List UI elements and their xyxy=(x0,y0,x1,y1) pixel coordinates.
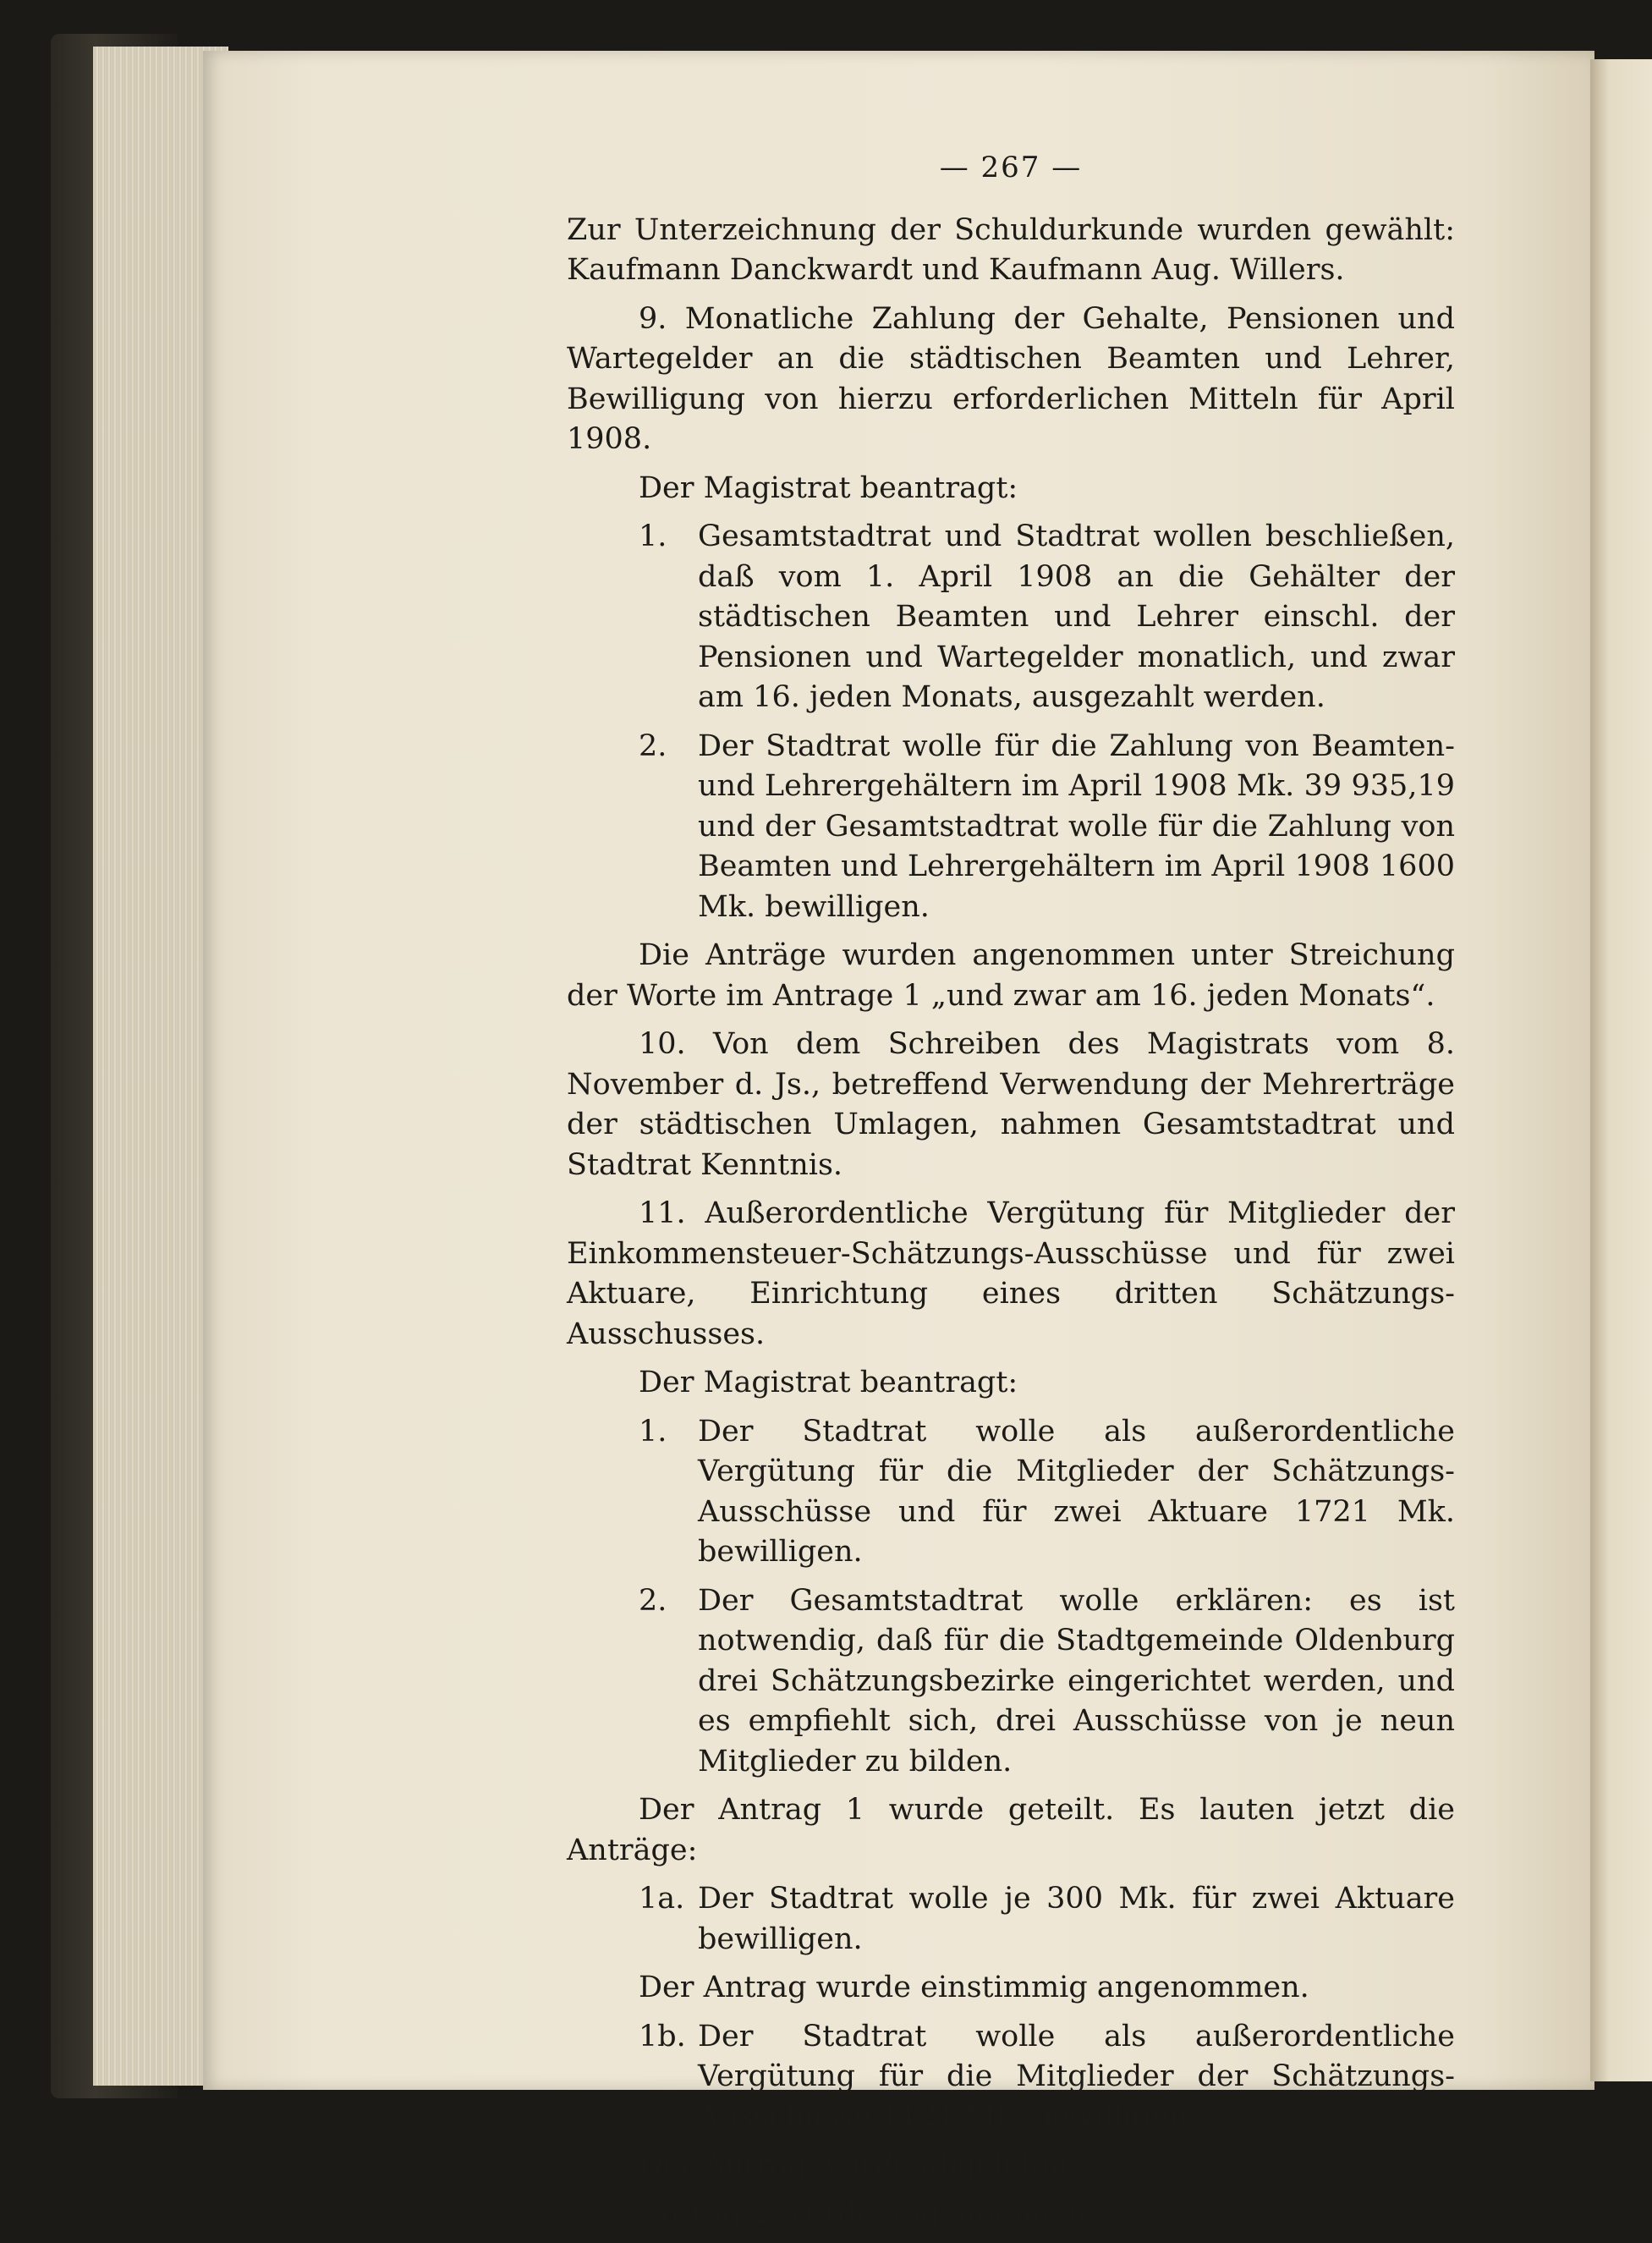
list-item xyxy=(567,517,1455,718)
list-item-number: 1a. xyxy=(639,1882,685,1916)
list-item-text: Der Stadtrat wolle für die Zahlung von Beamten- und Lehrergehältern im April 1908 Mk. 39 935,19 und der Gesamtstadtrat wolle für die Zahlung von Beamten und Lehrergehältern im April 1908 1600 Mk. bewilligen. xyxy=(698,728,1455,924)
paragraph: Der Antrag 1 wurde geteilt. Es lauten jetzt die Anträge: xyxy=(567,1793,1455,1867)
paragraph: Zur Unterzeichnung der Schuldurkunde wurden gewählt: Kaufmann Danckwardt und Kaufmann Aug. Willers. xyxy=(567,212,1455,287)
list-item xyxy=(567,1879,1455,1960)
list-item-text: Gesamtstadtrat und Stadtrat wollen beschließen, daß vom 1. April 1908 an die Gehälter der städtischen Beamten und Lehrer einschl. der Pensionen und Wartegelder monatlich, und zwar am 16. jeden Monats, ausgezahlt werden. xyxy=(698,520,1455,714)
paragraph: Antrag 2 wurde angenommen. xyxy=(639,2196,1096,2231)
paragraph: Die Anträge wurden angenommen unter Streichung der Worte im Antrage 1 „und zwar am 16. jeden Monats“. xyxy=(567,938,1455,1013)
list-item-text: Der Gesamtstadtrat wolle erklären: es ist notwendig, daß für die Stadtgemeinde Oldenburg drei Schätzungsbezirke eingerichtet werden, und es empfiehlt sich, drei Ausschüsse von je neun Mitglieder zu bilden. xyxy=(698,1583,1455,1778)
list-item-number: 1b. xyxy=(639,2019,686,2053)
list-item xyxy=(567,1412,1455,1573)
page-number: — 267 — xyxy=(939,151,1083,184)
list-item-number: 1. xyxy=(639,1414,667,1449)
next-page-edge xyxy=(1590,59,1652,2081)
list-item xyxy=(567,2017,1455,2138)
list-item-text: Der Stadtrat wolle je 300 Mk. für zwei Aktuare bewilligen. xyxy=(698,1882,1455,1956)
list-item-number: 1. xyxy=(639,520,667,553)
paragraph: 10. Von dem Schreiben des Magistrats vom 8. November d. Js., betreffend Verwendung der Mehrerträge der städtischen Umlagen, nahmen Gesamtstadtrat und Stadtrat Kenntnis. xyxy=(567,1027,1455,1182)
list-item-number: 2. xyxy=(639,1583,667,1618)
page-text xyxy=(567,148,1455,2243)
list-item-text: Der Stadtrat wolle als außerordentliche Vergütung für die Mitglieder der Schätzungs-Ausschüsse und für zwei Aktuare 1721 Mk. bewilligen. xyxy=(698,1414,1455,1569)
paragraph: Der Magistrat beantragt: xyxy=(639,470,1018,505)
list-item-text: Der Stadtrat wolle als außerordentliche Vergütung für die Mitglieder der Schätzungs-Ausschüsse 1121 Mk. bewilligen. xyxy=(698,2019,1455,2134)
paragraph: 11. Außerordentliche Vergütung für Mitglieder der Einkommensteuer-Schätzungs-Ausschüsse und für zwei Aktuare, Einrichtung eines dritten Schätzungs-Ausschusses. xyxy=(567,1196,1455,1351)
list-item xyxy=(567,727,1455,928)
list-item-number: 2. xyxy=(639,728,667,763)
text-blocks xyxy=(567,211,1455,2235)
paragraph: Der Antrag wurde einstimmig angenommen. xyxy=(639,1971,1309,2004)
paragraph: 9. Monatliche Zahlung der Gehalte, Pensionen und Wartegelder an die städtischen Beamten und Lehrer, Bewilligung von hierzu erforderlichen Mitteln für April 1908. xyxy=(567,301,1455,456)
paragraph: Der Magistrat beantragt: xyxy=(639,1366,1018,1399)
list-item xyxy=(567,1581,1455,1783)
paragraph: Der Antrag wurde abgelehnt. xyxy=(639,2148,1080,2182)
